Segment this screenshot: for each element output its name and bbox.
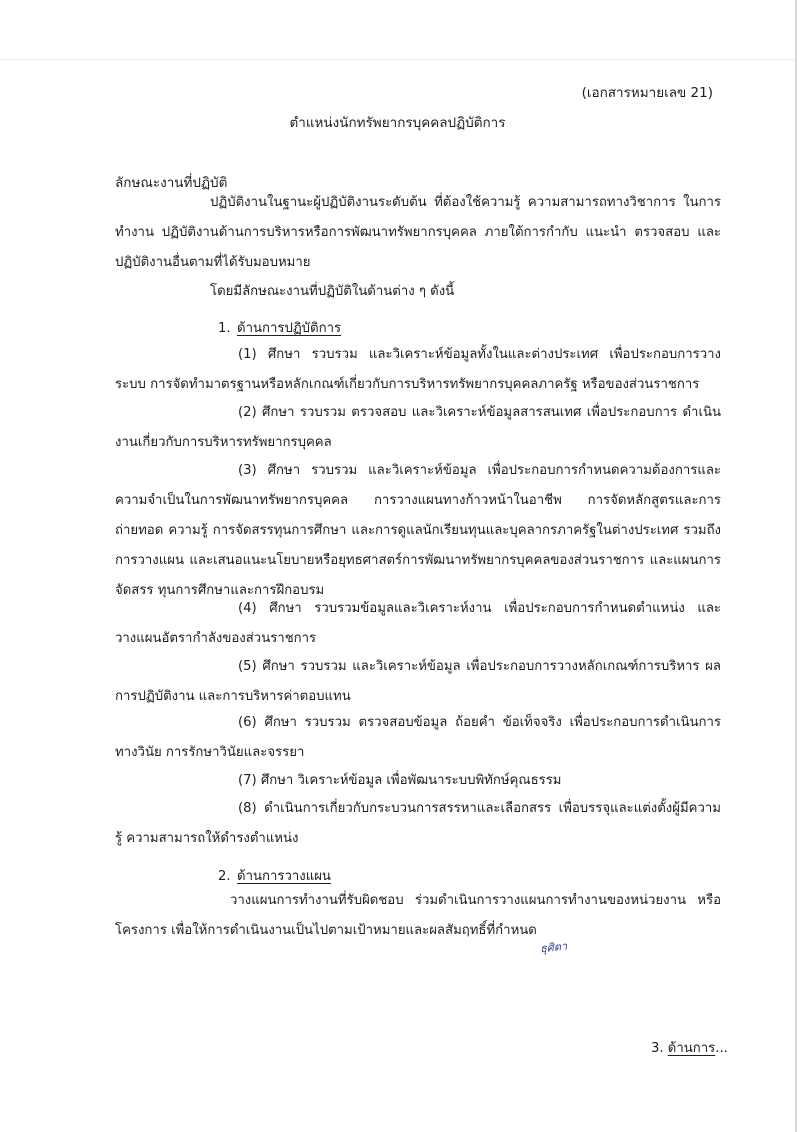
list-item: (3) ศึกษา รวบรวม และวิเคราะห์ข้อมูล เพื่อประกอบการกำหนดความต้องการและ ความจำเป็นในการพัฒนาทรัพยากรบุคคล การวางแผนทางก้าวหน้าในอาชีพ การจัดหลักสูตรและการถ่ายทอด ความรู้ การจัดสรรทุนการศึกษา และการดูแลนักเรียนทุนและบุคลากรภาครัฐในต่างประเทศ รวมถึงการวางแผน และเสนอแนะนโยบายหรือยุทธศาสตร์การพัฒนาทรัพยากรบุคคลของส่วนราชการ และแผนการจัดสรร ทุนการศึกษาและการฝึกอบรม xyxy=(115,463,721,598)
list-item: (5) ศึกษา รวบรวม และวิเคราะห์ข้อมูล เพื่อประกอบการวางหลักเกณฑ์การบริหาร ผลการปฏิบัติงาน และการบริหารค่าตอบแทน xyxy=(115,659,721,704)
list-item: (6) ศึกษา รวบรวม ตรวจสอบข้อมูล ถ้อยคำ ข้อเท็จจริง เพื่อประกอบการดำเนินการ ทางวินัย การรักษาวินัยและจรรยา xyxy=(115,715,721,760)
list-item: วางแผนการทำงานที่รับผิดชอบ ร่วมดำเนินการวางแผนการทำงานของหน่วยงาน หรือโครงการ เพื่อให้การดำเนินงานเป็นไปตามเป้าหมายและผลสัมฤทธิ์ที่กำหนด xyxy=(115,893,721,938)
scan-edge-right xyxy=(795,0,797,1132)
continuation-marker xyxy=(651,1037,728,1058)
section-1-label: ด้านการปฏิบัติการ xyxy=(237,321,342,336)
continuation-number: 3. xyxy=(651,1041,664,1056)
section-1-heading xyxy=(218,320,341,338)
list-item: (1) ศึกษา รวบรวม และวิเคราะห์ข้อมูลทั้งในและต่างประเทศ เพื่อประกอบการวาง ระบบ การจัดทำมาตรฐานหรือหลักเกณฑ์เกี่ยวกับการบริหารทรัพยากรบุคคลภาครัฐ หรือของส่วนราชการ xyxy=(115,347,721,392)
continuation-label: ด้านการ xyxy=(667,1041,716,1056)
section-2-label: ด้านการวางแผน xyxy=(237,869,331,884)
section-1-number: 1. xyxy=(218,321,231,336)
section-heading: ลักษณะงานที่ปฏิบัติ xyxy=(115,175,228,191)
section-2-heading xyxy=(218,868,331,886)
list-item: (7) ศึกษา วิเคราะห์ข้อมูล เพื่อพัฒนาระบบพิทักษ์คุณธรรม xyxy=(238,773,562,788)
continuation-ellipsis: ... xyxy=(715,1041,728,1056)
section-2-number: 2. xyxy=(218,869,231,884)
document-number: (เอกสารหมายเลข 21) xyxy=(581,85,713,101)
list-item: (2) ศึกษา รวบรวม ตรวจสอบ และวิเคราะห์ข้อมูลสารสนเทศ เพื่อประกอบการ ดำเนินงานเกี่ยวกับการบริหารทรัพยากรบุคคล xyxy=(115,405,721,450)
handwritten-initials: ธุศิตา xyxy=(539,939,568,956)
list-item: (4) ศึกษา รวบรวมข้อมูลและวิเคราะห์งาน เพื่อประกอบการกำหนดตำแหน่ง และวางแผนอัตรากำลังของส่วนราชการ xyxy=(115,601,721,646)
intro-paragraph: ปฏิบัติงานในฐานะผู้ปฏิบัติงานระดับต้น ที่ต้องใช้ความรู้ ความสามารถทางวิชาการ ในการทำงาน ปฏิบัติงานด้านการบริหารหรือการพัฒนาทรัพยากรบุคคล ภายใต้การกำกับ แนะนำ ตรวจสอบ และปฏิบัติงานอื่นตามที่ได้รับมอบหมาย xyxy=(115,195,721,270)
lead-in-text: โดยมีลักษณะงานที่ปฏิบัติในด้านต่าง ๆ ดังนี้ xyxy=(210,284,455,299)
page-title: ตำแหน่งนักทรัพยากรบุคคลปฏิบัติการ xyxy=(289,115,506,131)
list-item: (8) ดำเนินการเกี่ยวกับกระบวนการสรรหาและเลือกสรร เพื่อบรรจุและแต่งตั้งผู้มีความรู้ ความสามารถให้ดำรงตำแหน่ง xyxy=(115,801,721,846)
